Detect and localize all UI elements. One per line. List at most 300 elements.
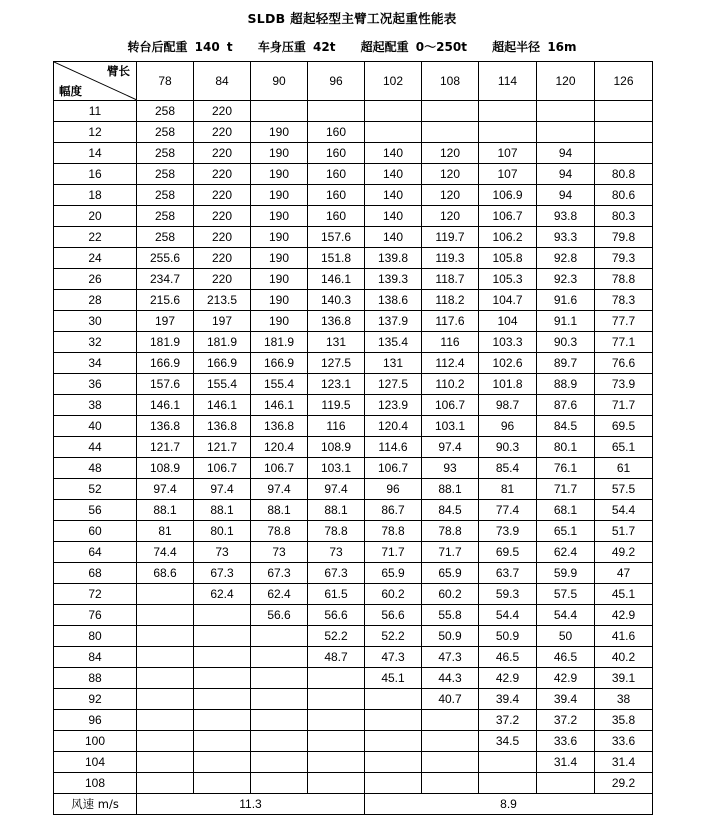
capacity-cell: 97.4 [308,479,365,500]
capacity-cell: 81 [479,479,537,500]
radius-cell: 48 [54,458,137,479]
counterweight-spec: 转台后配重 140 t [127,40,233,54]
table-row [54,647,653,668]
capacity-cell: 123.9 [365,395,422,416]
capacity-cell: 97.4 [137,479,194,500]
capacity-cell: 89.7 [537,353,595,374]
capacity-cell: 151.8 [308,248,365,269]
radius-cell: 22 [54,227,137,248]
capacity-cell: 146.1 [194,395,251,416]
capacity-cell: 106.7 [251,458,308,479]
capacity-cell: 220 [194,269,251,290]
capacity-cell: 85.4 [479,458,537,479]
capacity-cell: 52.2 [308,626,365,647]
capacity-cell [137,668,194,689]
capacity-cell: 123.1 [308,374,365,395]
radius-cell: 52 [54,479,137,500]
capacity-cell: 119.5 [308,395,365,416]
capacity-cell [137,605,194,626]
capacity-cell: 62.4 [251,584,308,605]
capacity-cell: 65.9 [422,563,479,584]
capacity-cell: 67.3 [194,563,251,584]
capacity-cell [308,668,365,689]
capacity-cell: 71.7 [422,542,479,563]
capacity-cell [365,689,422,710]
capacity-cell [422,752,479,773]
radius-cell: 26 [54,269,137,290]
capacity-cell: 31.4 [595,752,653,773]
boom-length-header: 90 [251,62,308,101]
capacity-cell: 220 [194,206,251,227]
capacity-cell: 181.9 [251,332,308,353]
capacity-cell: 119.7 [422,227,479,248]
boom-length-label: 臂长 [107,64,130,78]
capacity-cell: 93.8 [537,206,595,227]
capacity-cell: 116 [422,332,479,353]
capacity-cell: 94 [537,185,595,206]
capacity-cell: 155.4 [251,374,308,395]
capacity-cell [251,626,308,647]
capacity-cell [137,731,194,752]
capacity-cell: 220 [194,122,251,143]
capacity-cell: 50.9 [479,626,537,647]
capacity-cell: 50.9 [422,626,479,647]
capacity-cell [479,122,537,143]
capacity-cell: 47.3 [422,647,479,668]
capacity-cell: 86.7 [365,500,422,521]
wind-speed-value: 11.3 [137,794,365,815]
capacity-cell: 135.4 [365,332,422,353]
table-row [54,248,653,269]
capacity-cell: 258 [137,164,194,185]
capacity-cell: 65.1 [537,521,595,542]
table-row [54,626,653,647]
capacity-cell: 146.1 [137,395,194,416]
capacity-cell: 40.7 [422,689,479,710]
capacity-cell [595,122,653,143]
capacity-cell [137,626,194,647]
table-row [54,710,653,731]
capacity-cell: 67.3 [251,563,308,584]
capacity-cell: 90.3 [479,437,537,458]
capacity-cell [137,584,194,605]
capacity-cell: 190 [251,143,308,164]
capacity-cell: 181.9 [194,332,251,353]
capacity-cell: 255.6 [137,248,194,269]
radius-cell: 76 [54,605,137,626]
capacity-cell: 76.1 [537,458,595,479]
wind-speed-value: 8.9 [365,794,653,815]
table-row [54,773,653,794]
capacity-cell [537,773,595,794]
capacity-cell: 157.6 [308,227,365,248]
boom-length-header: 126 [595,62,653,101]
table-row [54,416,653,437]
capacity-cell [251,689,308,710]
boom-length-header: 108 [422,62,479,101]
capacity-cell: 220 [194,248,251,269]
capacity-cell [365,122,422,143]
capacity-cell: 190 [251,311,308,332]
capacity-cell: 88.1 [251,500,308,521]
capacity-cell [308,752,365,773]
capacity-cell: 76.6 [595,353,653,374]
capacity-cell: 220 [194,101,251,122]
load-chart-table [53,61,653,815]
capacity-cell: 93.3 [537,227,595,248]
capacity-cell: 54.4 [595,500,653,521]
capacity-cell [308,689,365,710]
table-row [54,269,653,290]
table-row [54,311,653,332]
capacity-cell: 74.4 [137,542,194,563]
radius-label: 幅度 [59,84,82,98]
capacity-cell: 42.9 [479,668,537,689]
capacity-cell: 41.6 [595,626,653,647]
capacity-cell: 119.3 [422,248,479,269]
capacity-cell: 190 [251,248,308,269]
capacity-cell: 121.7 [194,437,251,458]
capacity-cell: 181.9 [137,332,194,353]
table-row [54,521,653,542]
capacity-cell: 97.4 [422,437,479,458]
capacity-cell: 88.1 [422,479,479,500]
capacity-cell: 33.6 [537,731,595,752]
capacity-cell: 121.7 [137,437,194,458]
capacity-cell: 56.6 [365,605,422,626]
radius-cell: 40 [54,416,137,437]
capacity-cell: 190 [251,290,308,311]
capacity-cell: 127.5 [308,353,365,374]
capacity-cell: 258 [137,227,194,248]
capacity-cell: 114.6 [365,437,422,458]
capacity-cell: 96 [479,416,537,437]
capacity-cell: 40.2 [595,647,653,668]
capacity-cell: 57.5 [537,584,595,605]
capacity-cell: 71.7 [537,479,595,500]
superlift-counterweight-spec: 超起配重 0～250t [360,40,467,54]
capacity-cell: 137.9 [365,311,422,332]
capacity-cell [194,689,251,710]
capacity-cell: 80.1 [537,437,595,458]
capacity-cell: 42.9 [537,668,595,689]
capacity-cell: 33.6 [595,731,653,752]
capacity-cell: 37.2 [537,710,595,731]
capacity-cell: 118.2 [422,290,479,311]
capacity-cell [537,122,595,143]
radius-cell: 34 [54,353,137,374]
capacity-cell: 62.4 [537,542,595,563]
capacity-cell: 69.5 [479,542,537,563]
radius-cell: 30 [54,311,137,332]
capacity-cell [137,689,194,710]
radius-cell: 56 [54,500,137,521]
capacity-cell: 140 [365,185,422,206]
capacity-cell: 46.5 [537,647,595,668]
capacity-cell [308,731,365,752]
capacity-cell: 120.4 [251,437,308,458]
capacity-cell: 61 [595,458,653,479]
capacity-cell: 78.8 [422,521,479,542]
capacity-cell [595,143,653,164]
capacity-cell [251,731,308,752]
capacity-cell: 90.3 [537,332,595,353]
capacity-cell: 160 [308,185,365,206]
capacity-cell [137,773,194,794]
capacity-cell: 139.8 [365,248,422,269]
capacity-cell: 44.3 [422,668,479,689]
radius-cell: 60 [54,521,137,542]
capacity-cell: 140 [365,206,422,227]
capacity-cell: 84.5 [422,500,479,521]
capacity-cell [137,752,194,773]
capacity-cell [595,101,653,122]
radius-cell: 84 [54,647,137,668]
capacity-cell: 77.4 [479,500,537,521]
capacity-cell [251,773,308,794]
capacity-cell: 166.9 [137,353,194,374]
capacity-cell [251,101,308,122]
capacity-cell [422,773,479,794]
capacity-cell [251,752,308,773]
radius-cell: 16 [54,164,137,185]
capacity-cell: 59.9 [537,563,595,584]
table-row [54,206,653,227]
capacity-cell: 56.6 [251,605,308,626]
radius-cell: 44 [54,437,137,458]
capacity-cell: 39.4 [479,689,537,710]
capacity-cell: 120 [422,185,479,206]
capacity-cell: 45.1 [365,668,422,689]
capacity-cell: 29.2 [595,773,653,794]
capacity-cell: 77.7 [595,311,653,332]
capacity-cell: 42.9 [595,605,653,626]
capacity-cell: 136.8 [251,416,308,437]
capacity-cell: 88.1 [137,500,194,521]
capacity-cell [194,668,251,689]
capacity-cell: 57.5 [595,479,653,500]
capacity-cell: 103.3 [479,332,537,353]
capacity-cell: 197 [137,311,194,332]
radius-cell: 24 [54,248,137,269]
capacity-cell: 258 [137,122,194,143]
capacity-cell: 71.7 [365,542,422,563]
capacity-cell [194,647,251,668]
capacity-cell: 138.6 [365,290,422,311]
table-row [54,689,653,710]
capacity-cell: 78.8 [365,521,422,542]
capacity-cell: 105.8 [479,248,537,269]
table-row [54,332,653,353]
capacity-cell: 220 [194,143,251,164]
capacity-cell: 61.5 [308,584,365,605]
capacity-cell [479,752,537,773]
capacity-cell: 190 [251,164,308,185]
capacity-cell: 65.9 [365,563,422,584]
capacity-cell [137,647,194,668]
capacity-cell: 107 [479,143,537,164]
capacity-cell: 39.4 [537,689,595,710]
table-row [54,164,653,185]
table-row [54,752,653,773]
capacity-cell: 51.7 [595,521,653,542]
radius-cell: 96 [54,710,137,731]
capacity-cell: 106.2 [479,227,537,248]
capacity-cell: 107 [479,164,537,185]
capacity-cell: 127.5 [365,374,422,395]
capacity-cell: 73.9 [479,521,537,542]
capacity-cell: 91.6 [537,290,595,311]
capacity-cell: 78.3 [595,290,653,311]
radius-cell: 80 [54,626,137,647]
capacity-cell: 54.4 [537,605,595,626]
radius-cell: 12 [54,122,137,143]
radius-cell: 36 [54,374,137,395]
radius-cell: 72 [54,584,137,605]
capacity-cell: 80.8 [595,164,653,185]
capacity-cell: 78.8 [251,521,308,542]
capacity-cell [194,752,251,773]
capacity-cell [365,752,422,773]
capacity-cell: 94 [537,143,595,164]
capacity-cell: 59.3 [479,584,537,605]
capacity-cell: 63.7 [479,563,537,584]
capacity-cell: 166.9 [194,353,251,374]
radius-cell: 108 [54,773,137,794]
page-title: SLDB 超起轻型主臂工况起重性能表 [247,11,457,26]
capacity-cell [365,101,422,122]
capacity-cell: 139.3 [365,269,422,290]
capacity-cell: 166.9 [251,353,308,374]
capacity-cell [137,710,194,731]
capacity-cell: 108.9 [308,437,365,458]
capacity-cell [422,731,479,752]
capacity-cell: 47.3 [365,647,422,668]
capacity-cell: 49.2 [595,542,653,563]
capacity-cell: 131 [365,353,422,374]
capacity-cell: 157.6 [137,374,194,395]
capacity-cell: 220 [194,185,251,206]
capacity-cell: 67.3 [308,563,365,584]
capacity-cell: 97.4 [251,479,308,500]
boom-length-header: 120 [537,62,595,101]
radius-cell: 28 [54,290,137,311]
capacity-cell: 160 [308,164,365,185]
capacity-cell: 215.6 [137,290,194,311]
radius-cell: 68 [54,563,137,584]
capacity-cell: 60.2 [422,584,479,605]
capacity-cell [251,668,308,689]
capacity-cell: 106.9 [479,185,537,206]
capacity-cell: 258 [137,206,194,227]
capacity-cell: 160 [308,143,365,164]
capacity-cell: 106.7 [422,395,479,416]
capacity-cell: 197 [194,311,251,332]
capacity-cell: 102.6 [479,353,537,374]
capacity-cell: 65.1 [595,437,653,458]
capacity-cell [194,710,251,731]
capacity-cell: 146.1 [308,269,365,290]
capacity-cell: 98.7 [479,395,537,416]
capacity-cell: 54.4 [479,605,537,626]
capacity-cell: 190 [251,269,308,290]
capacity-cell: 73 [194,542,251,563]
radius-cell: 64 [54,542,137,563]
capacity-cell: 55.8 [422,605,479,626]
capacity-cell: 80.1 [194,521,251,542]
wind-speed-label: 风速 m/s [54,794,137,815]
table-row [54,479,653,500]
capacity-cell: 78.8 [308,521,365,542]
capacity-cell: 79.3 [595,248,653,269]
table-row [54,458,653,479]
table-row [54,227,653,248]
capacity-cell: 190 [251,185,308,206]
capacity-cell: 38 [595,689,653,710]
capacity-cell: 136.8 [308,311,365,332]
table-row [54,563,653,584]
capacity-cell [251,647,308,668]
capacity-cell: 92.8 [537,248,595,269]
table-row [54,731,653,752]
table-row [54,122,653,143]
capacity-cell: 140.3 [308,290,365,311]
capacity-cell: 220 [194,164,251,185]
capacity-cell [537,101,595,122]
capacity-cell: 48.7 [308,647,365,668]
table-row [54,668,653,689]
boom-length-header: 84 [194,62,251,101]
capacity-cell [422,710,479,731]
capacity-cell: 45.1 [595,584,653,605]
capacity-cell: 213.5 [194,290,251,311]
table-row [54,185,653,206]
capacity-cell: 117.6 [422,311,479,332]
capacity-cell: 131 [308,332,365,353]
wind-speed-row [54,794,653,815]
capacity-cell: 258 [137,101,194,122]
capacity-cell: 103.1 [422,416,479,437]
capacity-cell [365,731,422,752]
capacity-cell: 160 [308,206,365,227]
capacity-cell [365,710,422,731]
capacity-cell: 79.8 [595,227,653,248]
capacity-cell: 106.7 [365,458,422,479]
table-row [54,605,653,626]
radius-cell: 20 [54,206,137,227]
capacity-cell: 112.4 [422,353,479,374]
capacity-cell [479,101,537,122]
capacity-cell: 80.3 [595,206,653,227]
capacity-cell: 140 [365,143,422,164]
table-row [54,500,653,521]
radius-cell: 32 [54,332,137,353]
capacity-cell: 120 [422,206,479,227]
capacity-cell [308,710,365,731]
capacity-cell: 88.1 [194,500,251,521]
capacity-cell: 258 [137,143,194,164]
capacity-cell: 77.1 [595,332,653,353]
capacity-cell: 62.4 [194,584,251,605]
table-row [54,290,653,311]
capacity-cell: 31.4 [537,752,595,773]
radius-cell: 14 [54,143,137,164]
capacity-cell: 108.9 [137,458,194,479]
capacity-cell: 258 [137,185,194,206]
capacity-cell: 80.6 [595,185,653,206]
radius-cell: 100 [54,731,137,752]
radius-cell: 38 [54,395,137,416]
